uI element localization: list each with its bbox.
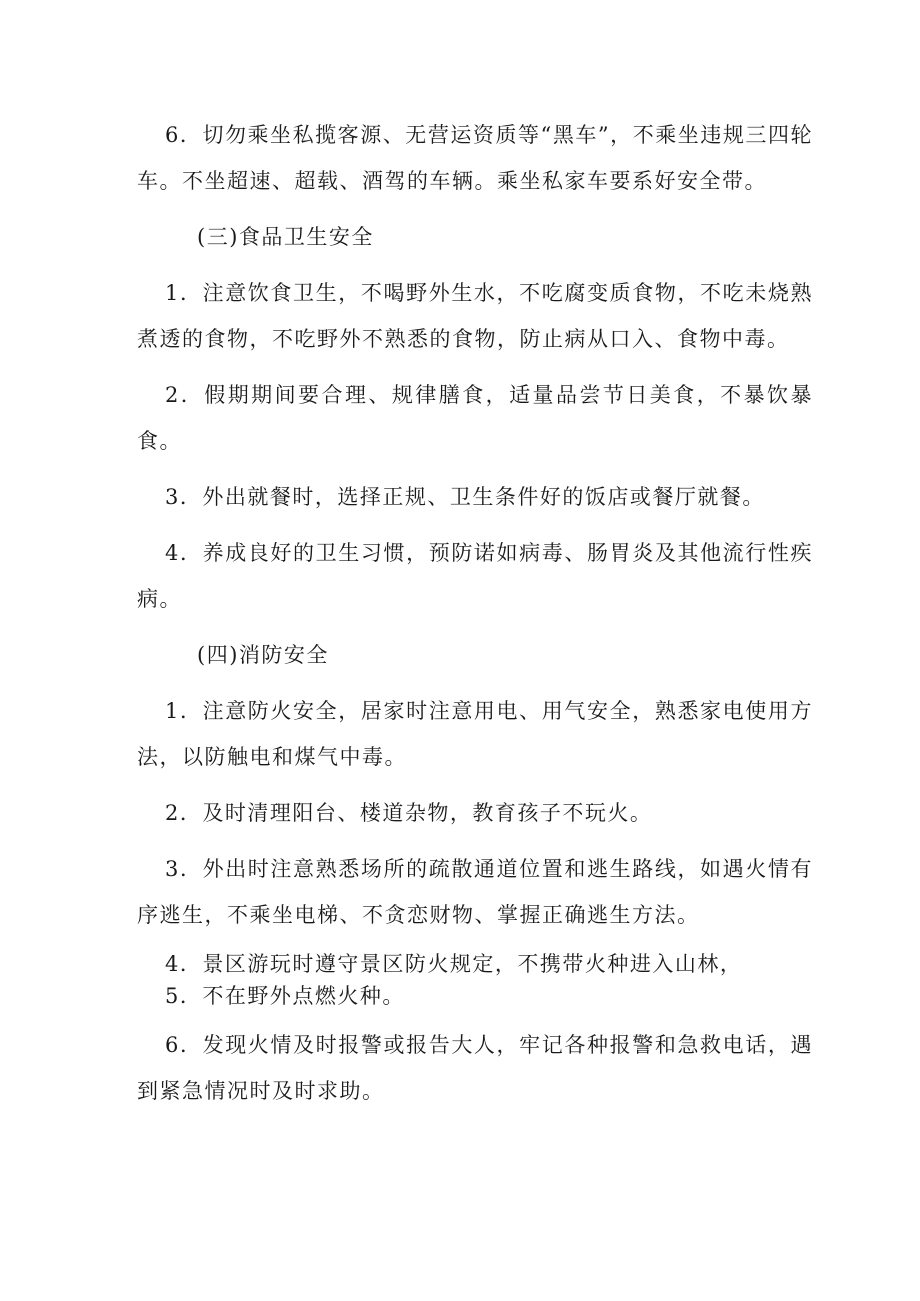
- section-heading-food-safety: (三)食品卫生安全: [197, 225, 374, 249]
- paragraph-fire-5: 5．不在野外点燃火种。: [165, 984, 405, 1008]
- paragraph-food-2: 2．假期期间要合理、规律膳食，适量品尝节日美食，不暴饮暴食。: [137, 383, 813, 453]
- document-body: [137, 112, 813, 1114]
- paragraph-fire-4: 4．景区游玩时遵守景区防火规定，不携带火种进入山林，: [165, 952, 743, 976]
- paragraph-fire-6: 6．发现火情及时报警或报告大人，牢记各种报警和急救电话，遇到紧急情况时及时求助。: [137, 1033, 813, 1103]
- section-heading-fire-safety: (四)消防安全: [197, 643, 329, 667]
- paragraph-fire-3: 3．外出时注意熟悉场所的疏散通道位置和逃生路线，如遇火情有序逃生，不乘坐电梯、不贪恋财物、掌握正确逃生方法。: [137, 857, 813, 927]
- paragraph-fire-2: 2．及时清理阳台、楼道杂物，教育孩子不玩火。: [165, 801, 653, 825]
- paragraph-food-4: 4．养成良好的卫生习惯，预防诺如病毒、肠胃炎及其他流行性疾病。: [137, 541, 813, 611]
- paragraph-food-3: 3．外出就餐时，选择正规、卫生条件好的饭店或餐厅就餐。: [165, 485, 765, 509]
- paragraph-fire-1: 1．注意防火安全，居家时注意用电、用气安全，熟悉家电使用方法，以防触电和煤气中毒。: [137, 699, 813, 769]
- paragraph-transport-6: 6．切勿乘坐私揽客源、无营运资质等“黑车”，不乘坐违规三四轮车。不坐超速、超载、酒驾的车辆。乘坐私家车要系好安全带。: [137, 123, 813, 193]
- paragraph-food-1: 1．注意饮食卫生，不喝野外生水，不吃腐变质食物，不吃未烧熟煮透的食物，不吃野外不熟悉的食物，防止病从口入、食物中毒。: [137, 281, 813, 351]
